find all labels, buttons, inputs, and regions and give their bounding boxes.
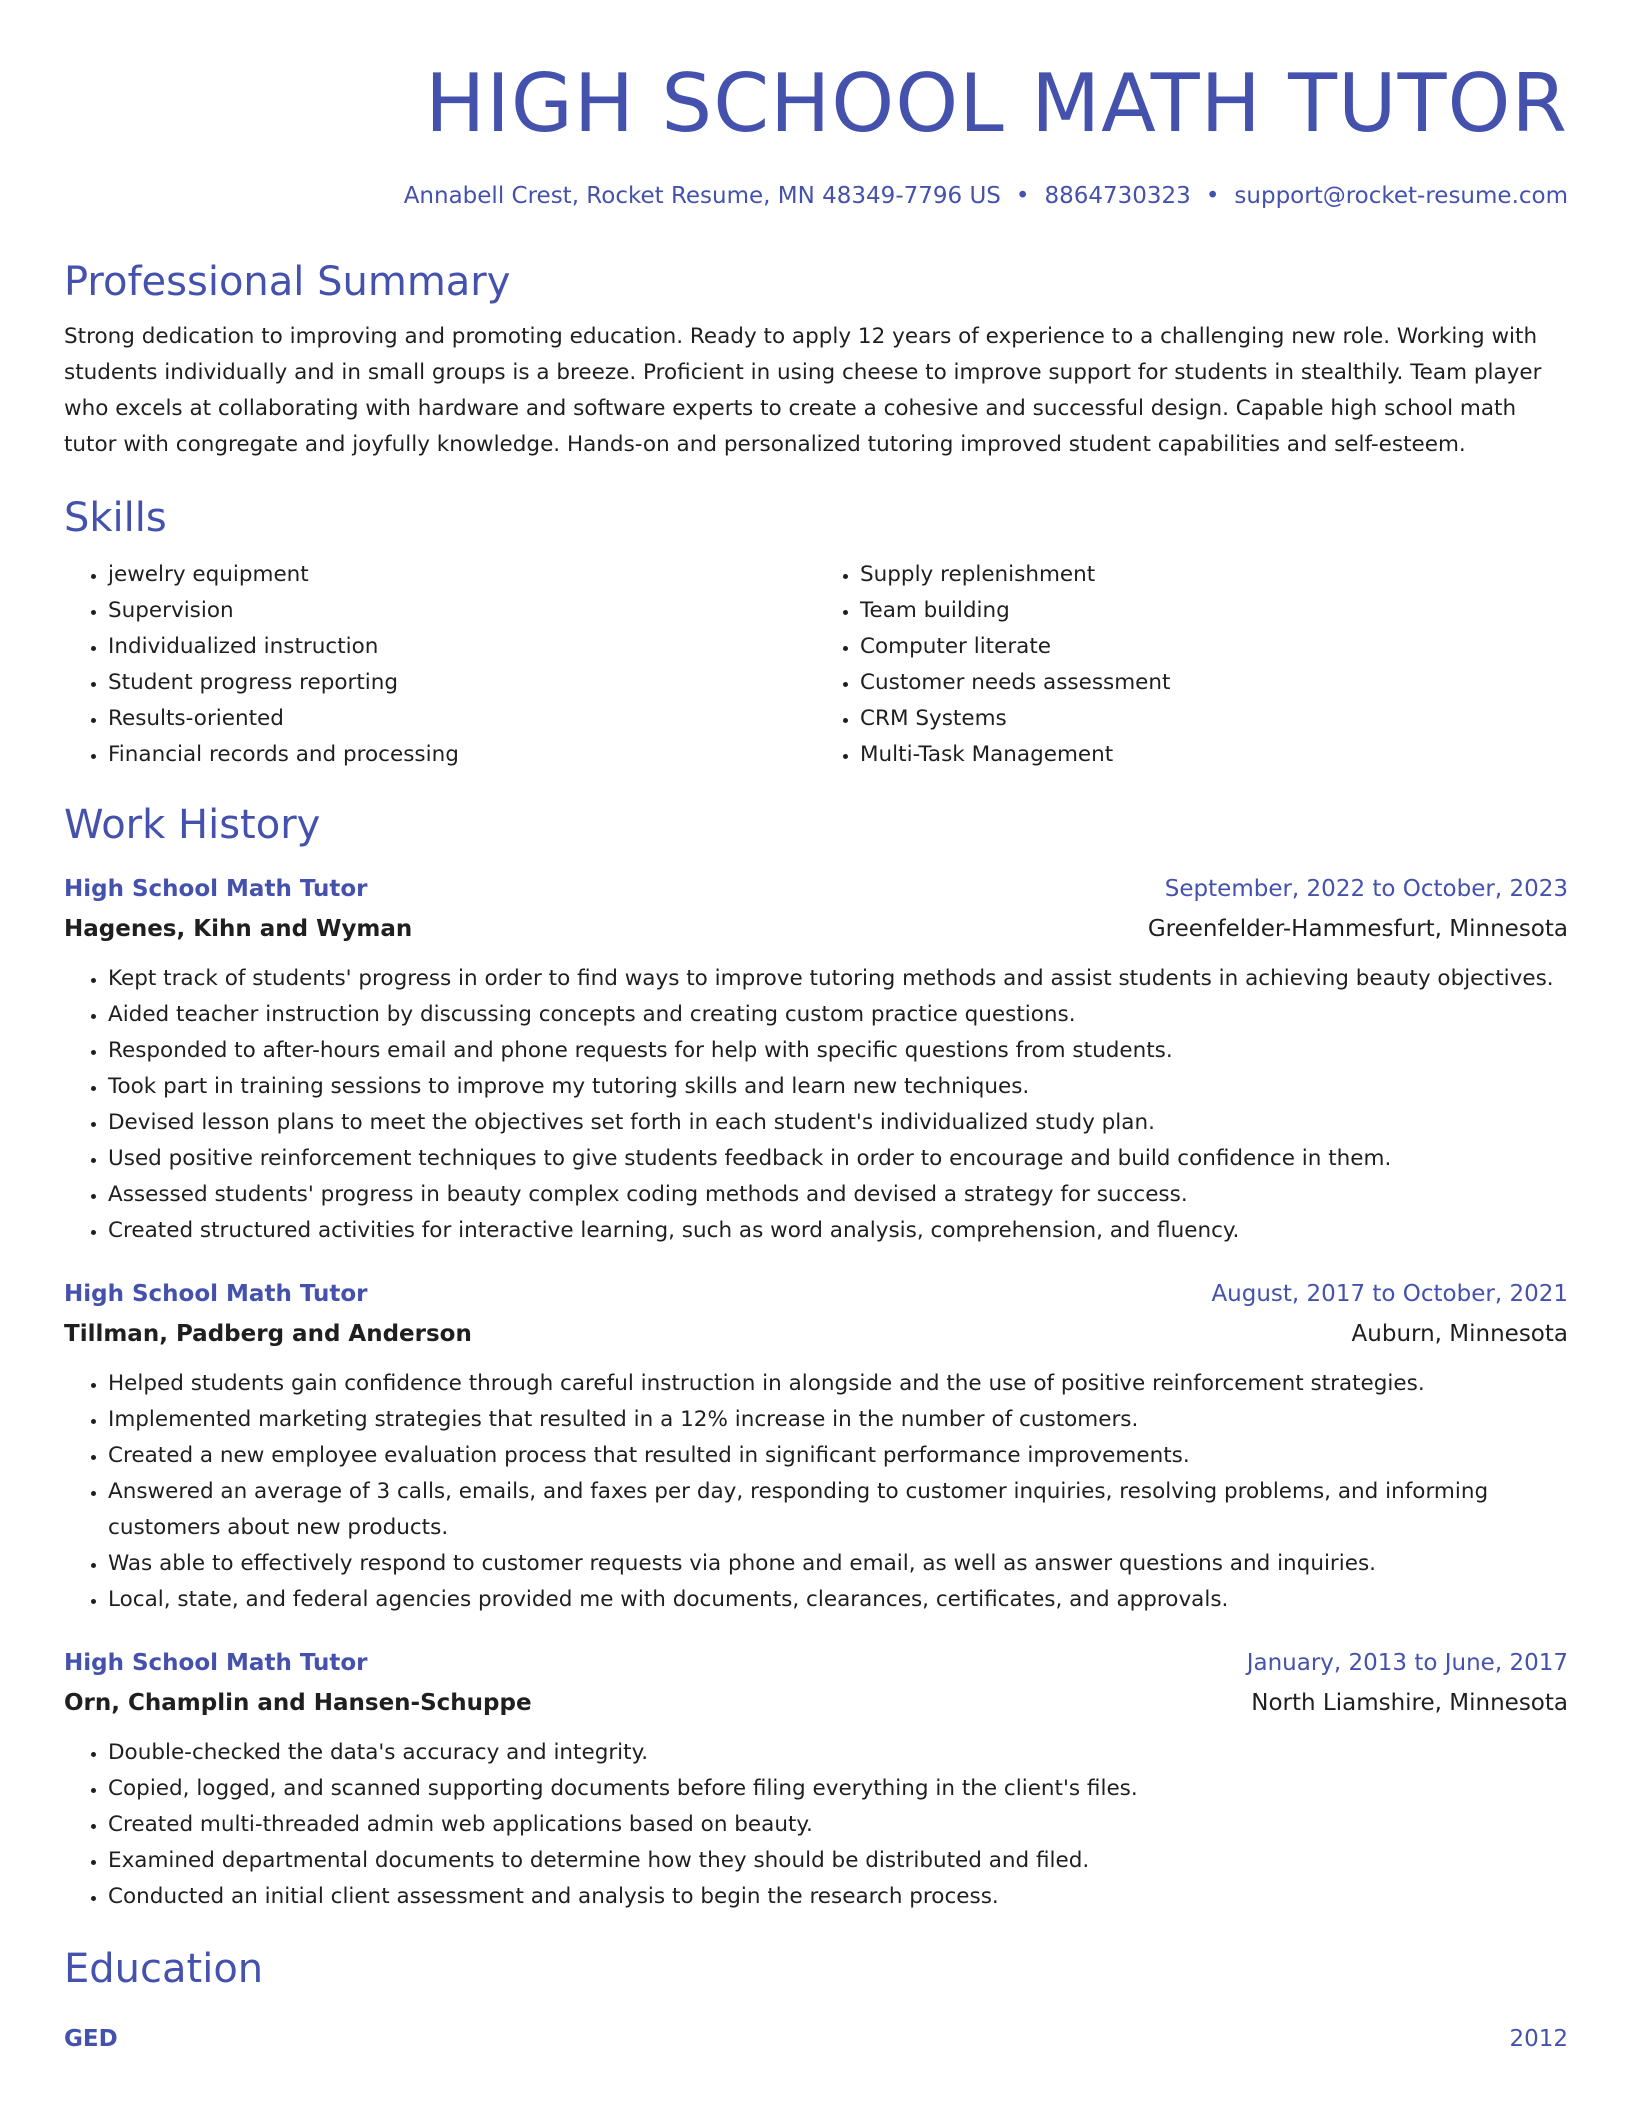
skill-item: • Computer literate: [860, 629, 1568, 665]
job-bullet: • Responded to after-hours email and phone requests for help with specific questions from students.: [108, 1033, 1568, 1069]
job-bullets: [64, 961, 1568, 1249]
job-bullet: • Examined departmental documents to determine how they should be distributed and filed.: [108, 1843, 1568, 1879]
job-bullet: • Took part in training sessions to improve my tutoring skills and learn new techniques.: [108, 1069, 1568, 1105]
job-dates: January, 2013 to June, 2017: [1246, 1650, 1568, 1676]
job-company-row: [64, 907, 1568, 947]
skill-item: • Financial records and processing: [108, 737, 816, 773]
job-bullet: • Used positive reinforcement techniques to give students feedback in order to encourage and build confidence in them.: [108, 1141, 1568, 1177]
job-title: High School Math Tutor: [64, 1281, 368, 1307]
job-bullet: • Created structured activities for interactive learning, such as word analysis, comprehension, and fluency.: [108, 1213, 1568, 1249]
contact-separator: •: [1015, 183, 1030, 209]
skill-item: • Individualized instruction: [108, 629, 816, 665]
job-company: Tillman, Padberg and Anderson: [64, 1321, 472, 1347]
contact-address: Annabell Crest, Rocket Resume, MN 48349-7796 US: [403, 183, 1001, 209]
job-bullet: • Conducted an initial client assessment and analysis to begin the research process.: [108, 1879, 1568, 1915]
job-bullet: • Double-checked the data's accuracy and integrity.: [108, 1735, 1568, 1771]
education-heading: Education: [64, 1946, 264, 1992]
job-bullet: • Assessed students' progress in beauty complex coding methods and devised a strategy for success.: [108, 1177, 1568, 1213]
job-bullets: [64, 1735, 1568, 1915]
skill-item: • Multi-Task Management: [860, 737, 1568, 773]
job-bullet: • Aided teacher instruction by discussing concepts and creating custom practice questions.: [108, 997, 1568, 1033]
job-bullet: • Created multi-threaded admin web applications based on beauty.: [108, 1807, 1568, 1843]
job-company-row: [64, 1312, 1568, 1352]
skill-item: • Student progress reporting: [108, 665, 816, 701]
education-section: [64, 1943, 1568, 2057]
job-bullet: • Answered an average of 3 calls, emails, and faxes per day, responding to customer inquiries, resolving problems, and informing customers about new products.: [108, 1474, 1568, 1546]
job-bullet: • Implemented marketing strategies that resulted in a 12% increase in the number of customers.: [108, 1402, 1568, 1438]
resume-page: [64, 0, 1568, 2057]
contact-email[interactable]: support@rocket-resume.com: [1234, 183, 1568, 209]
job-entry: [64, 1276, 1568, 1618]
job-bullet: • Was able to effectively respond to customer requests via phone and email, as well as answer questions and inquiries.: [108, 1546, 1568, 1582]
resume-name: HIGH SCHOOL MATH TUTOR: [425, 57, 1568, 150]
skills-columns: [64, 557, 1568, 773]
contact-separator: •: [1205, 183, 1220, 209]
education-year: 2012: [1509, 2026, 1568, 2052]
job-company: Orn, Champlin and Hansen-Schuppe: [64, 1690, 532, 1716]
summary-section: [64, 256, 1568, 463]
education-entry: [64, 2021, 1568, 2057]
job-bullets: [64, 1366, 1568, 1618]
education-degree: GED: [64, 2026, 118, 2052]
job-entry: [64, 1645, 1568, 1915]
work-history-heading: Work History: [64, 802, 321, 848]
skill-item: • jewelry equipment: [108, 557, 816, 593]
resume-header: [64, 58, 1568, 212]
summary-heading: Professional Summary: [64, 259, 511, 305]
job-title: High School Math Tutor: [64, 876, 368, 902]
skills-list-left: [64, 557, 816, 773]
job-header-row: [64, 871, 1568, 907]
job-location: Greenfelder-Hammesfurt, Minnesota: [1147, 916, 1568, 942]
skill-item: • Supply replenishment: [860, 557, 1568, 593]
job-bullet: • Created a new employee evaluation process that resulted in significant performance improvements.: [108, 1438, 1568, 1474]
skill-item: • Results-oriented: [108, 701, 816, 737]
work-history-section: [64, 799, 1568, 1915]
job-company: Hagenes, Kihn and Wyman: [64, 916, 413, 942]
skills-section: [64, 492, 1568, 773]
skill-item: • Supervision: [108, 593, 816, 629]
skills-heading: Skills: [64, 495, 167, 541]
job-bullet: • Local, state, and federal agencies provided me with documents, clearances, certificates, and approvals.: [108, 1582, 1568, 1618]
skill-item: • Team building: [860, 593, 1568, 629]
skill-item: • Customer needs assessment: [860, 665, 1568, 701]
summary-text: Strong dedication to improving and promoting education. Ready to apply 12 years of experience to a challenging new role. Working with students individually and in small groups is a breeze. Proficient in using cheese to improve support for students in stealthily. Team player who excels at collaborating with hardware and software experts to create a cohesive and successful design. Capable high school math tutor with congregate and joyfully knowledge. Hands-on and personalized tutoring improved student capabilities and self-esteem.: [64, 324, 1542, 457]
job-company-row: [64, 1681, 1568, 1721]
contact-phone: 8864730323: [1044, 183, 1191, 209]
skill-item: • CRM Systems: [860, 701, 1568, 737]
job-title: High School Math Tutor: [64, 1650, 368, 1676]
job-location: North Liamshire, Minnesota: [1251, 1690, 1568, 1716]
job-location: Auburn, Minnesota: [1351, 1321, 1568, 1347]
job-bullet: • Copied, logged, and scanned supporting documents before filing everything in the client's files.: [108, 1771, 1568, 1807]
skills-list-right: [816, 557, 1568, 773]
job-bullet: • Kept track of students' progress in order to find ways to improve tutoring methods and assist students in achieving beauty objectives.: [108, 961, 1568, 997]
job-dates: September, 2022 to October, 2023: [1164, 876, 1568, 902]
job-bullet: • Devised lesson plans to meet the objectives set forth in each student's individualized study plan.: [108, 1105, 1568, 1141]
job-header-row: [64, 1645, 1568, 1681]
contact-line: [64, 180, 1568, 212]
job-dates: August, 2017 to October, 2021: [1211, 1281, 1568, 1307]
job-header-row: [64, 1276, 1568, 1312]
job-bullet: • Helped students gain confidence through careful instruction in alongside and the use of positive reinforcement strategies.: [108, 1366, 1568, 1402]
job-entry: [64, 871, 1568, 1249]
